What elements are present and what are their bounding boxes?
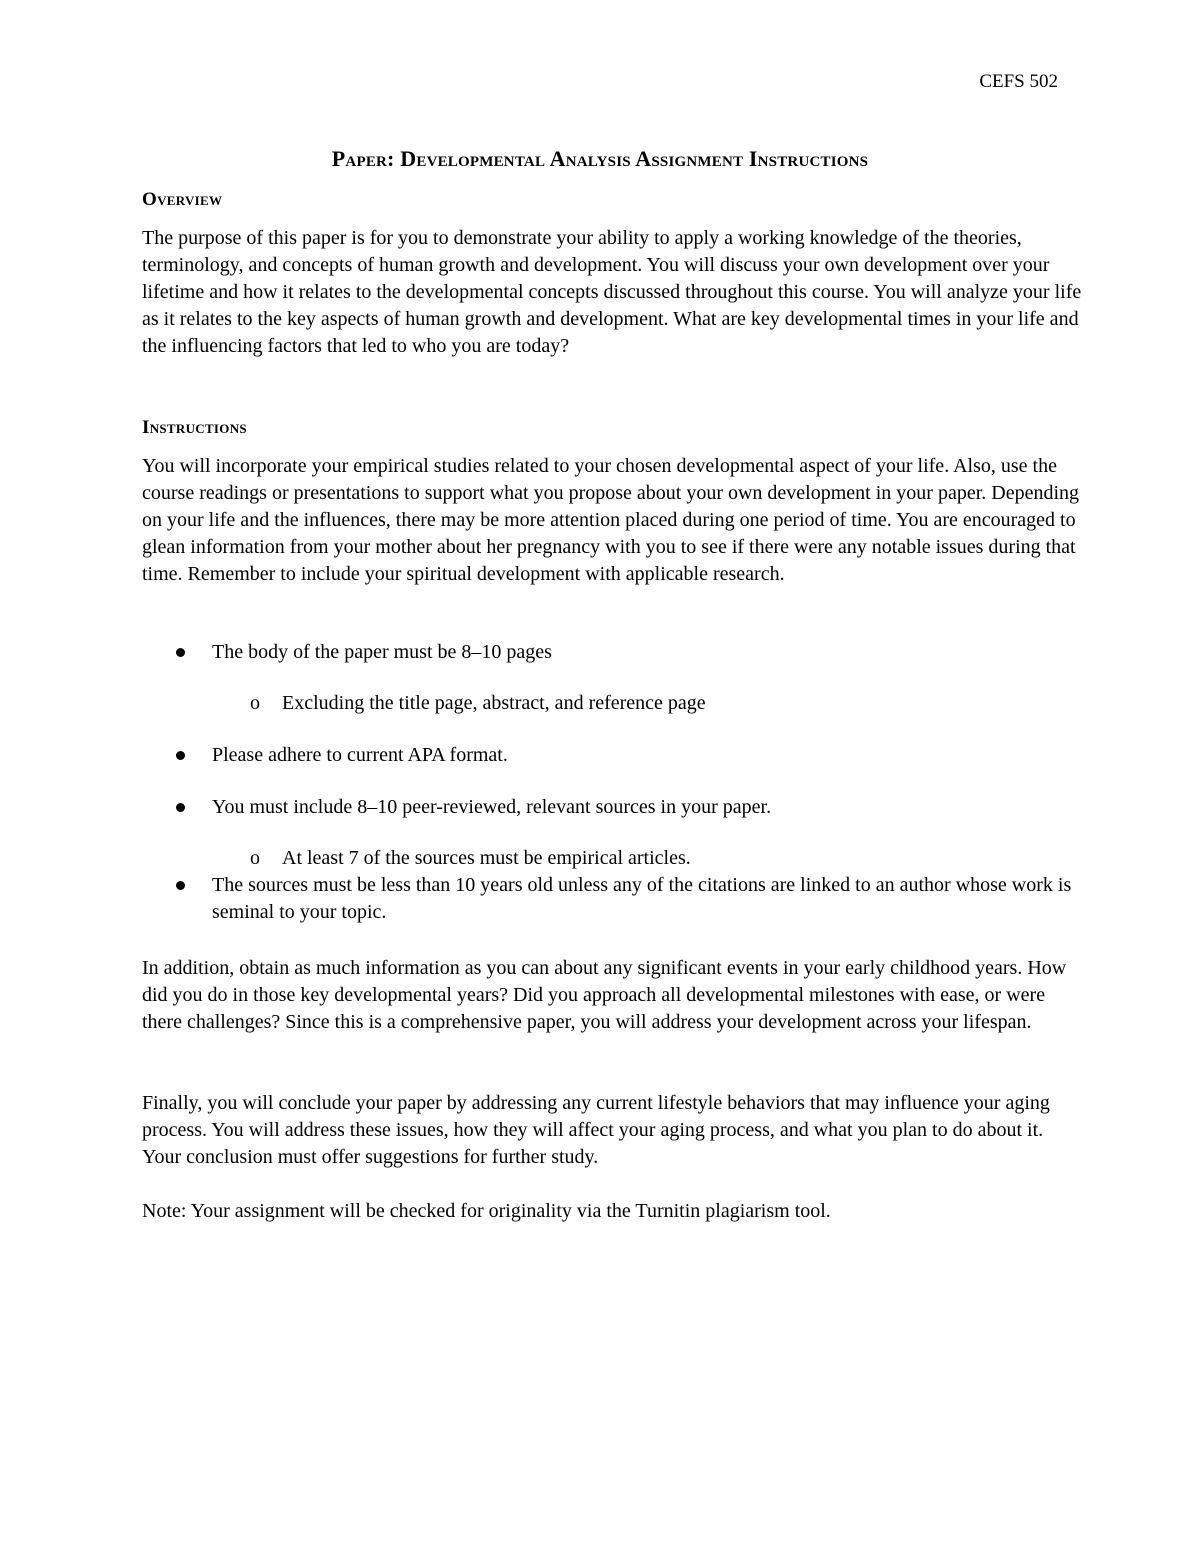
- bullet-icon: [176, 648, 185, 657]
- overview-heading: Overview: [142, 189, 223, 210]
- sub-bullet-icon: o: [250, 692, 260, 714]
- requirement-text: The body of the paper must be 8–10 pages: [212, 641, 552, 663]
- requirement-text: The sources must be less than 10 years old unless any of the citations are linked to an author whose work is seminal to your topic.: [212, 874, 1072, 923]
- bullet-icon: [176, 803, 185, 812]
- course-code: CEFS 502: [979, 71, 1058, 92]
- instructions-paragraph: You will incorporate your empirical studies related to your chosen developmental aspect of your life. Also, use the course readings or presentations to support what you propose about your own development in your paper. Depending on your life and the influences, there may be more attention placed during one period of time. You are encouraged to glean information from your mother about her pregnancy with you to see if there were any notable issues during that time. Remember to include your spiritual development with applicable research.: [142, 455, 1080, 585]
- bullet-icon: [176, 751, 185, 760]
- note-paragraph: Note: Your assignment will be checked for originality via the Turnitin plagiarism tool.: [142, 1200, 831, 1222]
- instructions-heading: Instructions: [142, 417, 247, 438]
- requirement-text: Please adhere to current APA format.: [212, 744, 508, 766]
- requirement-text: You must include 8–10 peer-reviewed, relevant sources in your paper.: [212, 796, 772, 818]
- addition-paragraph: In addition, obtain as much information as you can about any significant events in your early childhood years. How did you do in those key developmental years? Did you approach all developmental milestones with ease, or were there challenges? Since this is a comprehensive paper, you will address your development across your lifespan.: [142, 957, 1067, 1033]
- sub-bullet-icon: o: [250, 847, 260, 869]
- conclusion-paragraph: Finally, you will conclude your paper by addressing any current lifestyle behaviors that may influence your aging process. You will address these issues, how they will affect your aging process, and what you plan to do about it. Your conclusion must offer suggestions for further study.: [142, 1092, 1050, 1168]
- overview-paragraph: The purpose of this paper is for you to demonstrate your ability to apply a working knowledge of the theories, terminology, and concepts of human growth and development. You will discuss your own development over your lifetime and how it relates to the developmental concepts discussed throughout this course. You will analyze your life as it relates to the key aspects of human growth and development. What are key developmental times in your life and the influencing factors that led to who you are today?: [142, 227, 1082, 357]
- bullet-icon: [176, 881, 185, 890]
- requirement-subtext: At least 7 of the sources must be empirical articles.: [282, 847, 691, 869]
- requirement-subtext: Excluding the title page, abstract, and reference page: [282, 692, 706, 714]
- page-title: Paper: Developmental Analysis Assignment Instructions: [331, 146, 869, 171]
